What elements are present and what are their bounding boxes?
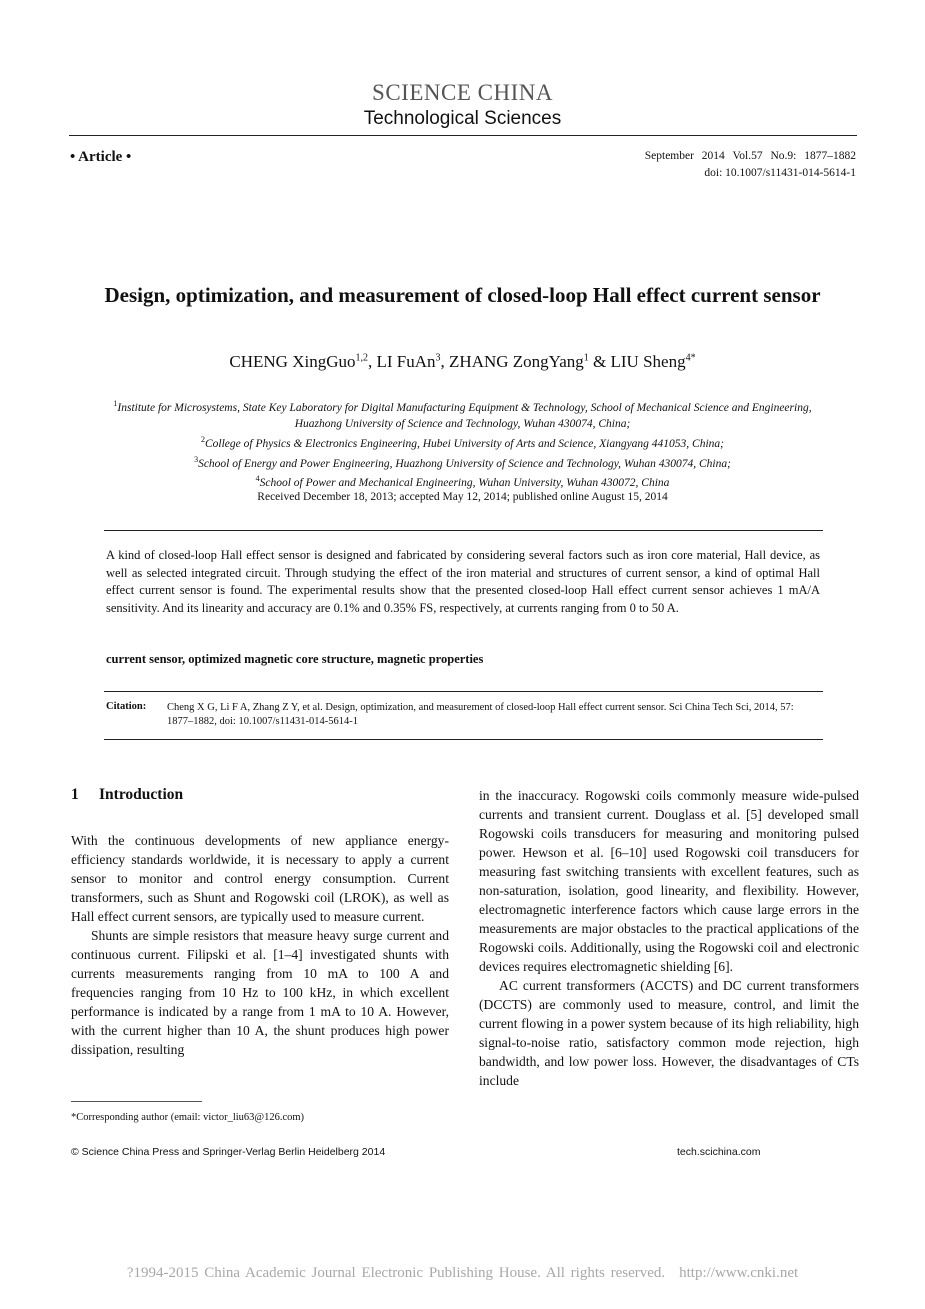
footnote-rule [71,1101,202,1102]
paragraph: AC current transformers (ACCTS) and DC current transformers (DCCTS) are commonly used to measure, control, and limit the current flowing in a power system because of its high reliability, high signal-to-noise ratio, satisfactory common mode rejection, high bandwidth, and low power loss. However, the disadvantages of CTs include [479,978,859,1088]
citation-bottom-rule [104,739,823,740]
citation-top-rule [104,691,823,692]
citation-text: Cheng X G, Li F A, Zhang Z Y, et al. Design, optimization, and measurement of closed-loop Hall effect current sensor. Sci China Tech Sci, 2014, 57: 1877–1882, doi: 10.1007/s11431-014-5614-1 [167,702,794,727]
journal-website: tech.scichina.com [677,1146,761,1158]
right-column [479,786,859,1090]
cnki-watermark: ?1994-2015 China Academic Journal Electronic Publishing House. All rights reserved. http://www.cnki.net [126,1265,799,1281]
affiliation: $^4$School of Power and Mechanical Engineering, Wuhan University, Wuhan 430072, China [255,474,670,490]
corresponding-author-footnote: *Corresponding author (email: victor_liu63@126.com) [71,1112,305,1123]
author-list [0,352,925,372]
abstract: A kind of closed-loop Hall effect sensor is designed and fabricated by considering several factors such as iron core material, Hall device, as well as selected integrated circuit. Through studying the effect of the iron material and structures of current sensor, a kind of optimal Hall effect current sensor is found. The experimental results show that the presented closed-loop Hall effect current sensor achieves 1 mA/A sensitivity. And its linearity and accuracy are 0.1% and 0.35% FS, respectively, at currents ranging from 0 to 50 A. [106,548,820,615]
affiliation: $^1$Institute for Microsystems, State Key Laboratory for Digital Manufacturing Equipment & Technology, School of Mechanical Science and Engineering, Huazhong University of Science and Technology, Wuhan 430074, China; [113,399,812,430]
header-rule [69,135,857,136]
citation-label: Citation: [106,701,147,712]
affiliation: $^2$College of Physics & Electronics Engineering, Hubei University of Arts and Science, Xiangyang 441053, China; [200,434,724,450]
author: CHENG XingGuo$^{1,2}$, [229,352,377,371]
section-heading: 1 Introduction [71,786,184,803]
issue-info: September 2014 Vol.57 No.9: 1877–1882 [644,150,856,162]
received-dates: Received December 18, 2013; accepted May 12, 2014; published online August 15, 2014 [257,491,668,503]
journal-subtitle: Technological Sciences [363,108,562,129]
paper-title: Design, optimization, and measurement of closed-loop Hall effect current sensor [104,283,821,307]
paragraph: in the inaccuracy. Rogowski coils commonly measure wide-pulsed currents and transient current. Douglass et al. [5] developed small Rogowski coils transducers for measuring and monitoring pulsed power. Hewson et al. [6–10] used Rogowski coil transducers for measuring fast switching transients with excellent features, such as non-saturation, isolation, good linearity, and flexibility. However, electromagnetic interference factors which cause large errors in the measurements are major obstacles to the practical applications of the Rogowski coils. Additionally, using the Rogowski coil and electronic devices requires electromagnetic shielding [6]. [479,788,859,974]
left-column [71,831,449,1059]
keywords: current sensor, optimized magnetic core structure, magnetic properties [106,652,484,666]
watermark-url: http://www.cnki.net [679,1265,799,1281]
author: LIU Sheng$^{4*}$ [610,352,696,371]
copyright-footer: © Science China Press and Springer-Verlag Berlin Heidelberg 2014 [71,1146,386,1158]
author: ZHANG ZongYang$^1$ & [449,352,611,371]
paragraph: Shunts are simple resistors that measure heavy surge current and continuous current. Filipski et al. [1–4] investigated shunts with currents measurements ranging from 10 mA to 100 A and frequencies ranging from 10 Hz to 100 kHz, in which excellent performance is indicated by a range from 1 mA to 10 A. However, with the current higher than 10 A, the shunt produces high power dissipation, resulting [71,928,449,1057]
article-type-tag: • Article • [70,149,132,165]
abstract-top-rule [104,530,823,531]
affiliations [100,396,825,491]
doi: doi: 10.1007/s11431-014-5614-1 [704,167,856,179]
author: LI FuAn$^3$, [376,352,450,371]
journal-name: SCIENCE CHINA [372,80,553,105]
affiliation: $^3$School of Energy and Power Engineering, Huazhong University of Science and Technology, Wuhan 430074, China; [194,454,731,470]
paragraph: With the continuous developments of new appliance energy-efficiency standards worldwide, it is necessary to apply a current sensor to monitor and control energy consumption. Current transformers, such as Shunt and Rogowski coil (LROK), as well as Hall effect current sensors, are typically used to measure current. [71,833,449,924]
